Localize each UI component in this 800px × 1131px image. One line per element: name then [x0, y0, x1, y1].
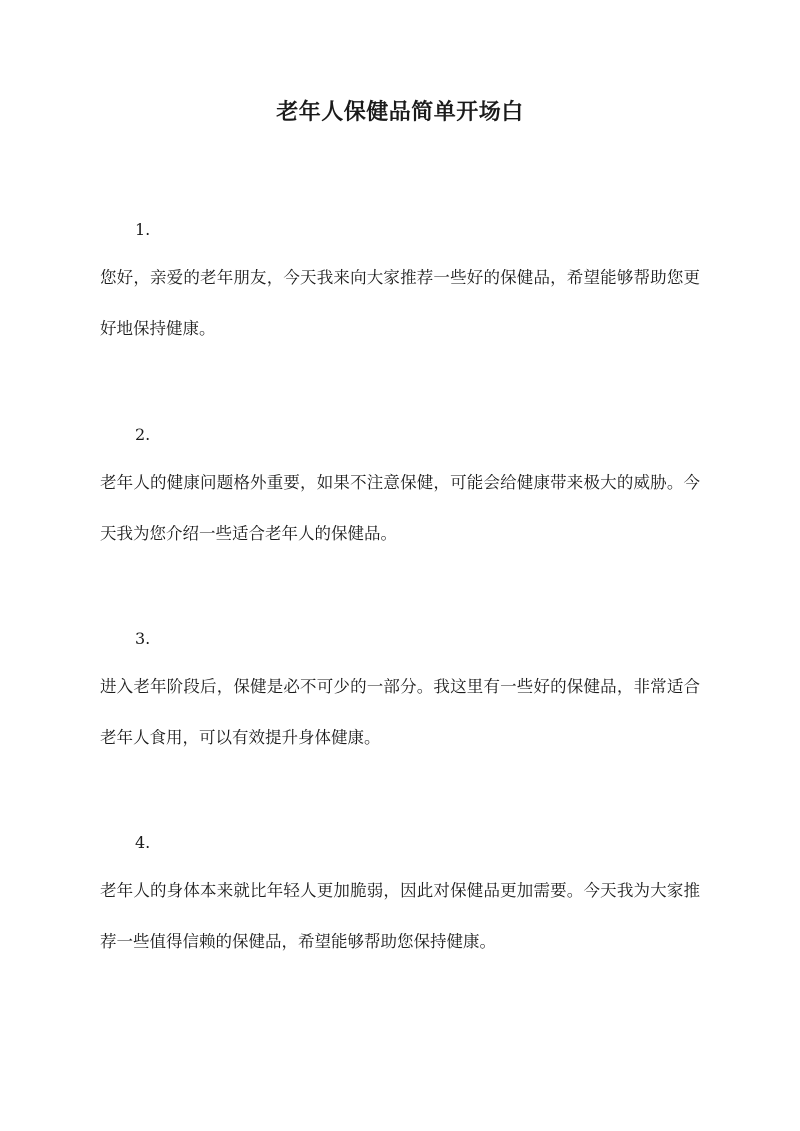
section-paragraph: 老年人的身体本来就比年轻人更加脆弱，因此对保健品更加需要。今天我为大家推荐一些值得信赖的保健品，希望能够帮助您保持健康。 [100, 881, 700, 951]
page-title: 老年人保健品简单开场白 [276, 99, 524, 125]
section-paragraph: 老年人的健康问题格外重要，如果不注意保健，可能会给健康带来极大的威胁。今天我为您介绍一些适合老年人的保健品。 [100, 473, 700, 543]
section-paragraph: 您好，亲爱的老年朋友，今天我来向大家推荐一些好的保健品，希望能够帮助您更好地保持健康。 [100, 268, 700, 338]
section-number: 4. [135, 833, 151, 852]
section-number: 3. [135, 629, 151, 648]
section-number: 2. [135, 425, 151, 444]
section-number: 1. [135, 220, 151, 239]
section-paragraph: 进入老年阶段后，保健是必不可少的一部分。我这里有一些好的保健品，非常适合老年人食用，可以有效提升身体健康。 [100, 677, 700, 747]
